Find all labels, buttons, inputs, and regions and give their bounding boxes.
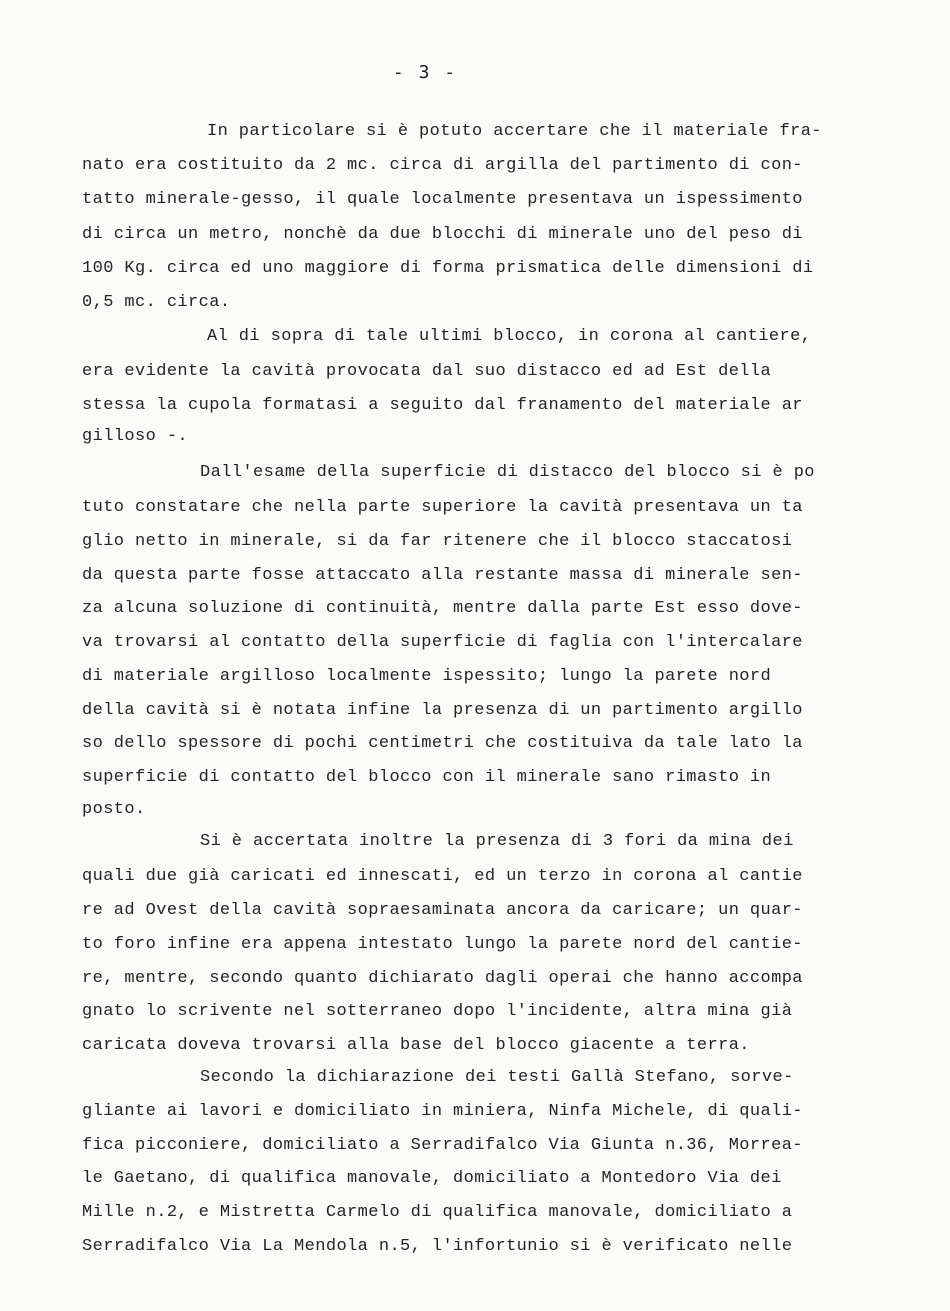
text-line: quali due già caricati ed innescati, ed un terzo in corona al cantie: [82, 867, 803, 886]
text-line: superficie di contatto del blocco con il minerale sano rimasto in: [82, 768, 772, 787]
text-line: gilloso -.: [82, 427, 189, 446]
text-line: di materiale argilloso localmente ispessito; lungo la parete nord: [82, 667, 772, 686]
text-line: Al di sopra di tale ultimi blocco, in corona al cantiere,: [207, 327, 812, 346]
text-line: re, mentre, secondo quanto dichiarato dagli operai che hanno accompa: [82, 969, 803, 988]
page-number: - 3 -: [392, 62, 458, 83]
text-line: nato era costituito da 2 mc. circa di argilla del partimento di con-: [82, 156, 803, 175]
text-line: 100 Kg. circa ed uno maggiore di forma prismatica delle dimensioni di: [82, 259, 814, 278]
text-line: va trovarsi al contatto della superficie di faglia con l'intercalare: [82, 633, 803, 652]
text-line: della cavità si è notata infine la presenza di un partimento argillo: [82, 701, 803, 720]
text-line: za alcuna soluzione di continuità, mentre dalla parte Est esso dove-: [82, 599, 803, 618]
text-line: gnato lo scrivente nel sotterraneo dopo l'incidente, altra mina già: [82, 1002, 793, 1021]
text-line: Dall'esame della superficie di distacco del blocco si è po: [200, 463, 815, 482]
text-line: caricata doveva trovarsi alla base del blocco giacente a terra.: [82, 1036, 750, 1055]
text-line: era evidente la cavità provocata dal suo distacco ed ad Est della: [82, 362, 772, 381]
text-line: tatto minerale-gesso, il quale localmente presentava un ispessimento: [82, 190, 803, 209]
text-line: di circa un metro, nonchè da due blocchi di minerale uno del peso di: [82, 225, 803, 244]
text-line: In particolare si è potuto accertare che il materiale fra-: [207, 122, 822, 141]
text-line: fica picconiere, domiciliato a Serradifalco Via Giunta n.36, Morrea-: [82, 1136, 803, 1155]
text-line: da questa parte fosse attaccato alla restante massa di minerale sen-: [82, 566, 803, 585]
text-line: glio netto in minerale, si da far ritenere che il blocco staccatosi: [82, 532, 793, 551]
text-line: gliante ai lavori e domiciliato in miniera, Ninfa Michele, di quali-: [82, 1102, 803, 1121]
text-line: to foro infine era appena intestato lungo la parete nord del cantie-: [82, 935, 803, 954]
text-line: Serradifalco Via La Mendola n.5, l'infortunio si è verificato nelle: [82, 1237, 793, 1256]
text-line: stessa la cupola formatasi a seguito dal franamento del materiale ar: [82, 396, 803, 415]
text-line: so dello spessore di pochi centimetri che costituiva da tale lato la: [82, 734, 803, 753]
text-line: Si è accertata inoltre la presenza di 3 fori da mina dei: [200, 832, 794, 851]
text-line: tuto constatare che nella parte superiore la cavità presentava un ta: [82, 498, 803, 517]
text-line: le Gaetano, di qualifica manovale, domiciliato a Montedoro Via dei: [82, 1169, 782, 1188]
text-line: Secondo la dichiarazione dei testi Gallà Stefano, sorve-: [200, 1068, 794, 1087]
text-line: re ad Ovest della cavità sopraesaminata ancora da caricare; un quar-: [82, 901, 803, 920]
text-line: posto.: [82, 800, 146, 819]
text-line: 0,5 mc. circa.: [82, 293, 231, 312]
text-line: Mille n.2, e Mistretta Carmelo di qualifica manovale, domiciliato a: [82, 1203, 793, 1222]
